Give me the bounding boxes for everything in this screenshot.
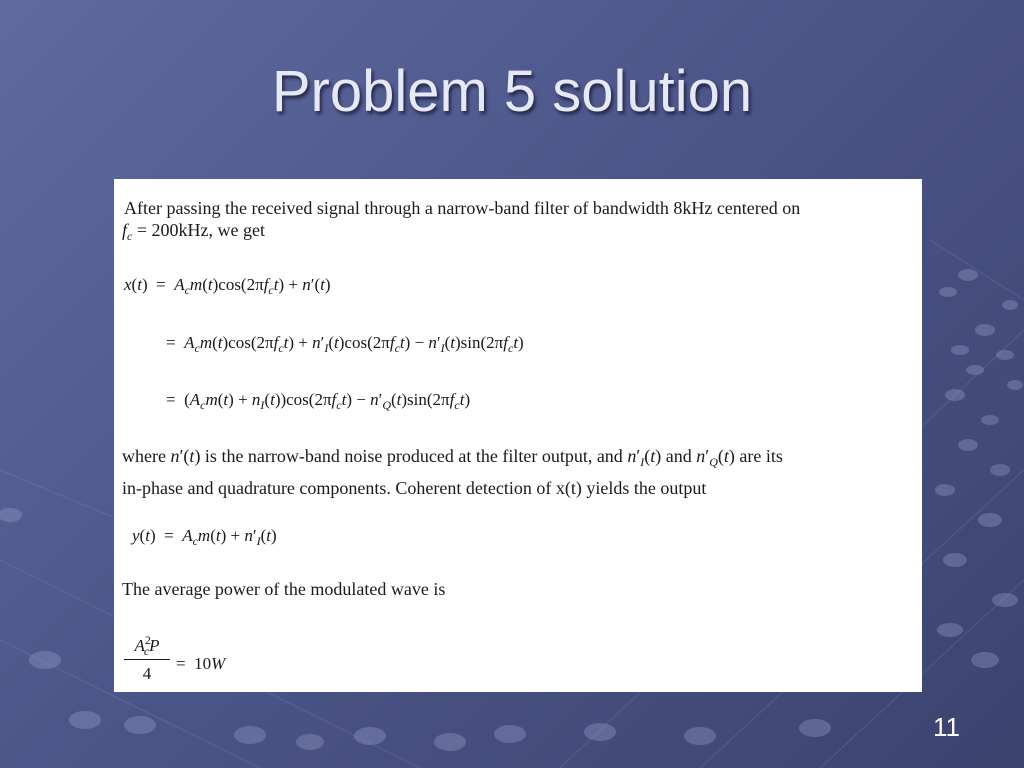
page-number: 11 bbox=[933, 712, 960, 742]
equation-3: = $(A_cm(t) + n_I(t))\cos(2\pi f_ct) - n'_Q(t)\sin(2\pi f_ct)$ bbox=[166, 390, 471, 412]
power-text: The average power of the modulated wave is bbox=[122, 579, 446, 599]
equation-5-value: = 10W bbox=[176, 654, 226, 673]
slide-title: Problem 5 solution bbox=[271, 59, 753, 124]
where-line-2: in-phase and quadrature components. Coherent detection of x(t) yields the output bbox=[122, 478, 707, 498]
intro-rest: = 200kHz, we get bbox=[132, 220, 265, 240]
intro-sub: c bbox=[127, 229, 133, 243]
intro-line-2 bbox=[122, 220, 265, 241]
intro-var: f bbox=[122, 220, 128, 240]
equation-5-fraction: $\frac{A^2_cP}{4}$ bbox=[124, 636, 170, 684]
where-line-1: where n′(t) is the narrow-band noise produced at the filter output, and $n'_I(t)$ and $n'_Q(t)$ are its bbox=[122, 446, 783, 469]
equation-1: $x(t) = A_cm(t)\cos(2\pi f_ct) + n'(t)$ bbox=[124, 275, 331, 297]
solution-panel bbox=[114, 179, 922, 692]
intro-line-1: After passing the received signal through a narrow-band filter of bandwidth 8kHz centered on bbox=[124, 198, 801, 218]
equation-4: $y(t) = A_cm(t) + n'_I(t)$ bbox=[132, 526, 277, 548]
equation-2: = $A_cm(t)\cos(2\pi f_ct) + n'_I(t)\cos(2\pi f_ct) - n'_I(t)\sin(2\pi f_ct)$ bbox=[166, 333, 524, 355]
